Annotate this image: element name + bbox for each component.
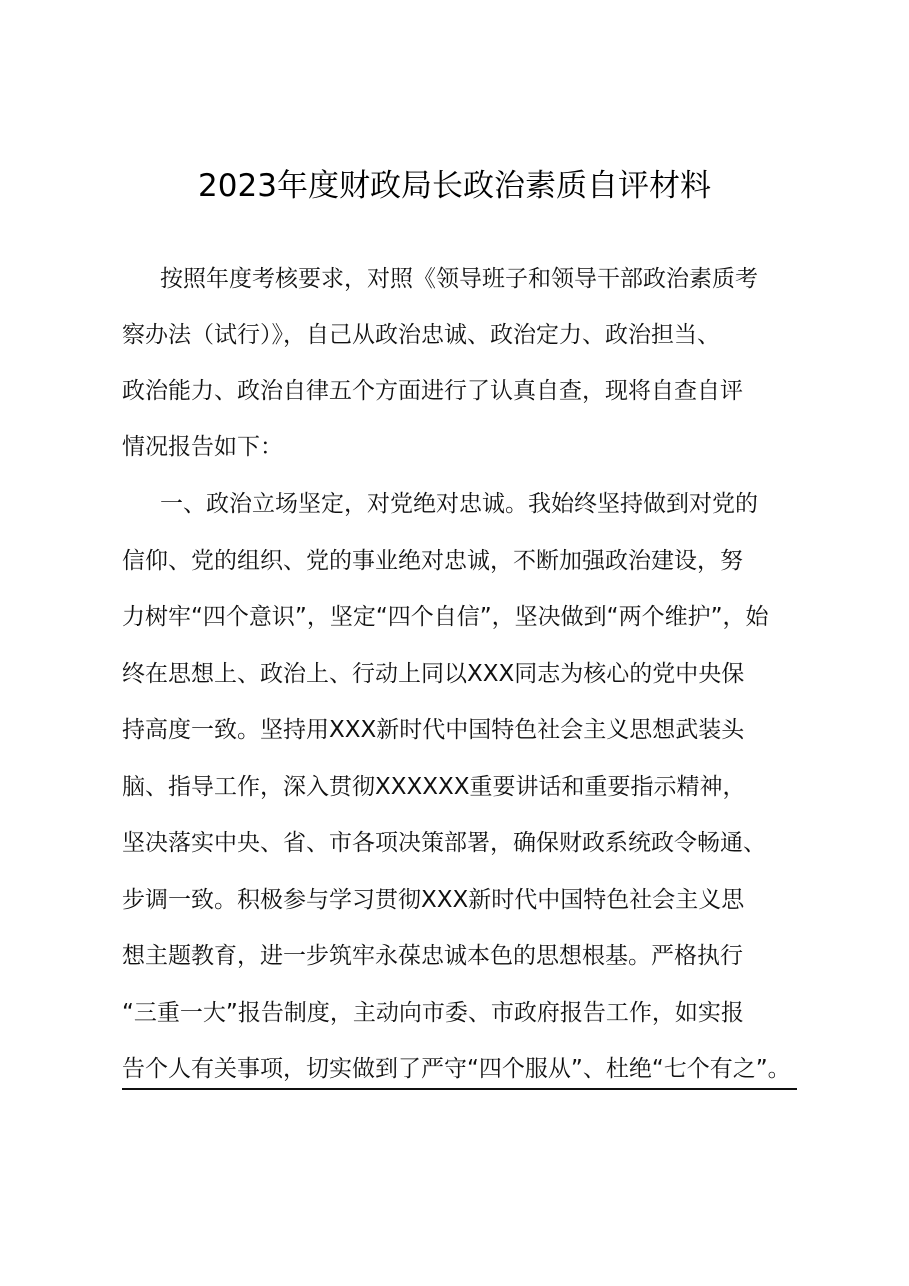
- paragraph-2-line-6: 脑、指导工作，深入贯彻XXXXXX重要讲话和重要指示精神，: [122, 774, 746, 800]
- document-title: 2023年度财政局长政治素质自评材料: [198, 168, 711, 204]
- paragraph-2-line-9: 想主题教育，进一步筑牢永葆忠诚本色的思想根基。严格执行: [122, 943, 743, 969]
- paragraph-1-line-4: 情况报告如下：: [122, 434, 283, 460]
- paragraph-2-line-3: 力树牢“四个意识”，坚定“四个自信”，坚决做到“两个维护”，始: [122, 604, 769, 630]
- paragraph-1-line-2: 察办法（试行）》，自己从政治忠诚、政治定力、政治担当、: [122, 322, 720, 348]
- paragraph-2-line-8: 步调一致。积极参与学习贯彻XXX新时代中国特色社会主义思: [122, 887, 745, 913]
- paragraph-2-line-4: 终在思想上、政治上、行动上同以XXX同志为核心的党中央保: [122, 661, 745, 687]
- paragraph-1-line-3: 政治能力、政治自律五个方面进行了认真自查，现将自查自评: [122, 378, 743, 404]
- paragraph-2-line-2: 信仰、党的组织、党的事业绝对忠诚，不断加强政治建设，努: [122, 548, 743, 574]
- paragraph-2-line-10: “三重一大”报告制度，主动向市委、市政府报告工作，如实报: [122, 1000, 744, 1026]
- paragraph-2-line-1: 一、政治立场坚定，对党绝对忠诚。我始终坚持做到对党的: [160, 491, 758, 517]
- paragraph-1-line-1: 按照年度考核要求，对照《领导班子和领导干部政治素质考: [160, 266, 758, 292]
- paragraph-2-line-5: 持高度一致。坚持用XXX新时代中国特色社会主义思想武装头: [122, 717, 745, 743]
- underline-rule: [122, 1088, 797, 1090]
- paragraph-2-line-11: 告个人有关事项，切实做到了严守“四个服从”、杜绝“七个有之”。: [122, 1056, 791, 1082]
- paragraph-2-line-7: 坚决落实中央、省、市各项决策部署，确保财政系统政令畅通、: [122, 830, 766, 856]
